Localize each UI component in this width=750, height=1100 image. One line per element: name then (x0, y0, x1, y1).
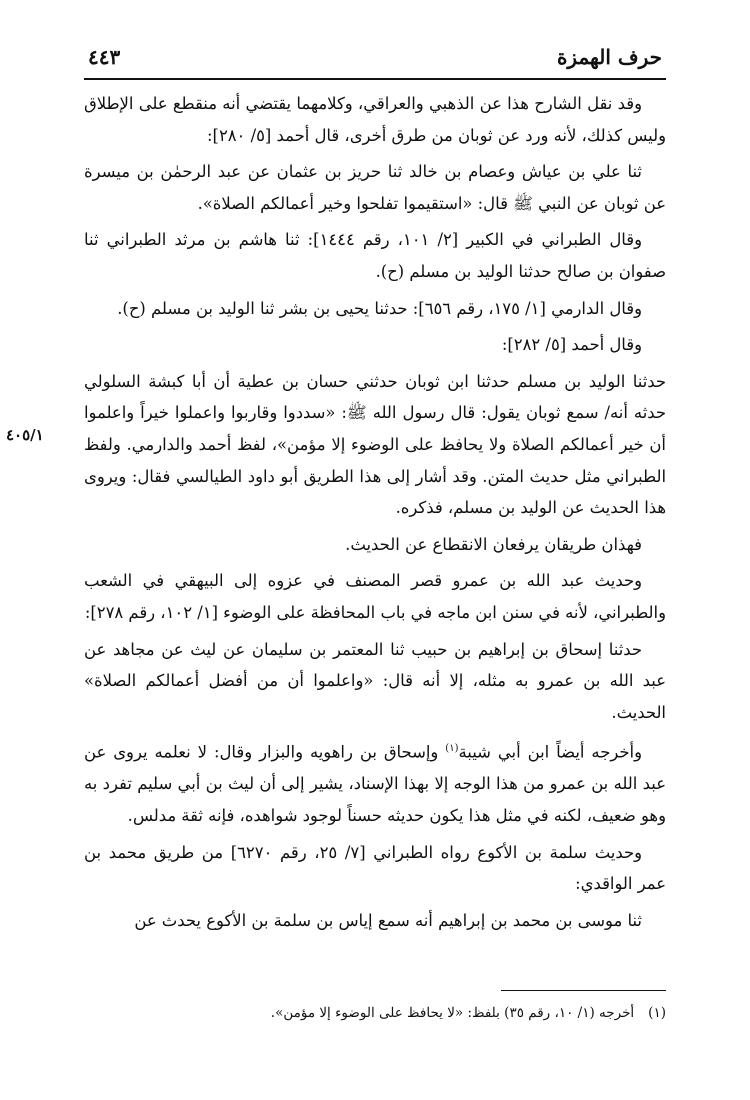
paragraph: فهذان طريقان يرفعان الانقطاع عن الحديث. (345, 534, 642, 554)
paragraph: وقال الطبراني في الكبير [٢/ ١٠١، رقم ١٤٤٤]: ثنا هاشم بن مرثد الطبراني ثنا صفوان بن صالح حدثنا الوليد بن مسلم (ح). (84, 230, 666, 281)
paragraph: وقال أحمد [٥/ ٢٨٢]: (501, 335, 642, 355)
paragraph-with-footnote (84, 733, 666, 831)
chapter-title: حرف الهمزة (556, 45, 662, 69)
paragraph: حدثنا الوليد بن مسلم حدثنا ابن ثوبان حدثني حسان بن عطية أن أبا كبشة السلولي حدثه أنه/ سمع ثوبان يقول: قال رسول الله ﷺ: «سددوا وقاربوا واعملوا خيراً واعلموا أن خير أعمالكم الصلاة ولا يحافظ على الوضوء إلا مؤمن»، لفظ أحمد والدارمي. ولفظ الطبراني مثل حديث المتن. وقد أشار إلى هذا الطريق أبو داود الطيالسي فقال: ويروى هذا الحديث عن الوليد بن مسلم، فذكره. (84, 371, 666, 518)
paragraph: حدثنا إسحاق بن إبراهيم بن حبيب ثنا المعتمر بن سليمان عن ليث عن مجاهد عن عبد الله بن عمرو به مثله، إلا أنه قال: «واعلموا أن من أفضل أعمالكم الصلاة» الحديث. (84, 639, 666, 722)
paragraph: وحديث سلمة بن الأكوع رواه الطبراني [٧/ ٢٥، رقم ٦٢٧٠] من طريق محمد بن عمر الواقدي: (84, 842, 666, 894)
paragraph: وقال الدارمي [١/ ١٧٥، رقم ٦٥٦]: حدثنا يحيى بن بشر ثنا الوليد بن مسلم (ح). (117, 298, 642, 318)
paragraph: ثنا علي بن عياش وعصام بن خالد ثنا حريز بن عثمان عن عبد الرحمٰن بن ميسرة عن ثوبان عن النبي ﷺ قال: «استقيموا تفلحوا وخير أعمالكم الصلاة». (84, 162, 666, 213)
footnote-rule (501, 990, 666, 991)
paragraph-text-end: وإسحاق بن راهويه والبزار وقال: لا نعلمه يروى عن عبد الله بن عمرو من هذا الوجه إلا بهذا الإسناد، يشير إلى أن ليث بن أبي سليم تفرد به وهو ضعيف، لكنه في مثل هذا يكون حديثه حسناً لوجود شواهده، فإنه ثقة مدلس. (84, 742, 666, 825)
paragraph-text-start: وأخرجه أيضاً ابن أبي شيبة (458, 742, 642, 762)
footnote (84, 1002, 666, 1024)
footnote-marker: (١) (648, 1005, 666, 1021)
page-number: ٤٤٣ (88, 45, 121, 69)
header-rule (84, 78, 666, 80)
running-head (88, 40, 662, 74)
footnote-text: أخرجه (١/ ١٠، رقم ٣٥) بلفظ: «لا يحافظ على الوضوء إلا مؤمن». (270, 1005, 635, 1021)
paragraph: وقد نقل الشارح هذا عن الذهبي والعراقي، وكلامهما يقتضي أنه منقطع على الإطلاق وليس كذلك، لأنه ورد عن ثوبان من طرق أخرى، قال أحمد [٥/ ٢٨٠]: (84, 94, 666, 145)
footnote-reference[interactable]: (١) (445, 743, 459, 755)
paragraph: ثنا موسى بن محمد بن إبراهيم أنه سمع إياس بن سلمة بن الأكوع يحدث عن (134, 910, 642, 930)
main-text (84, 88, 666, 941)
paragraph: وحديث عبد الله بن عمرو قصر المصنف في عزوه إلى البيهقي في الشعب والطبراني، لأنه في سنن ابن ماجه في باب المحافظة على الوضوء [١/ ١٠٢، رقم ٢٧٨]: (84, 571, 666, 622)
margin-page-reference: ٤٠٥/١ (6, 426, 44, 444)
